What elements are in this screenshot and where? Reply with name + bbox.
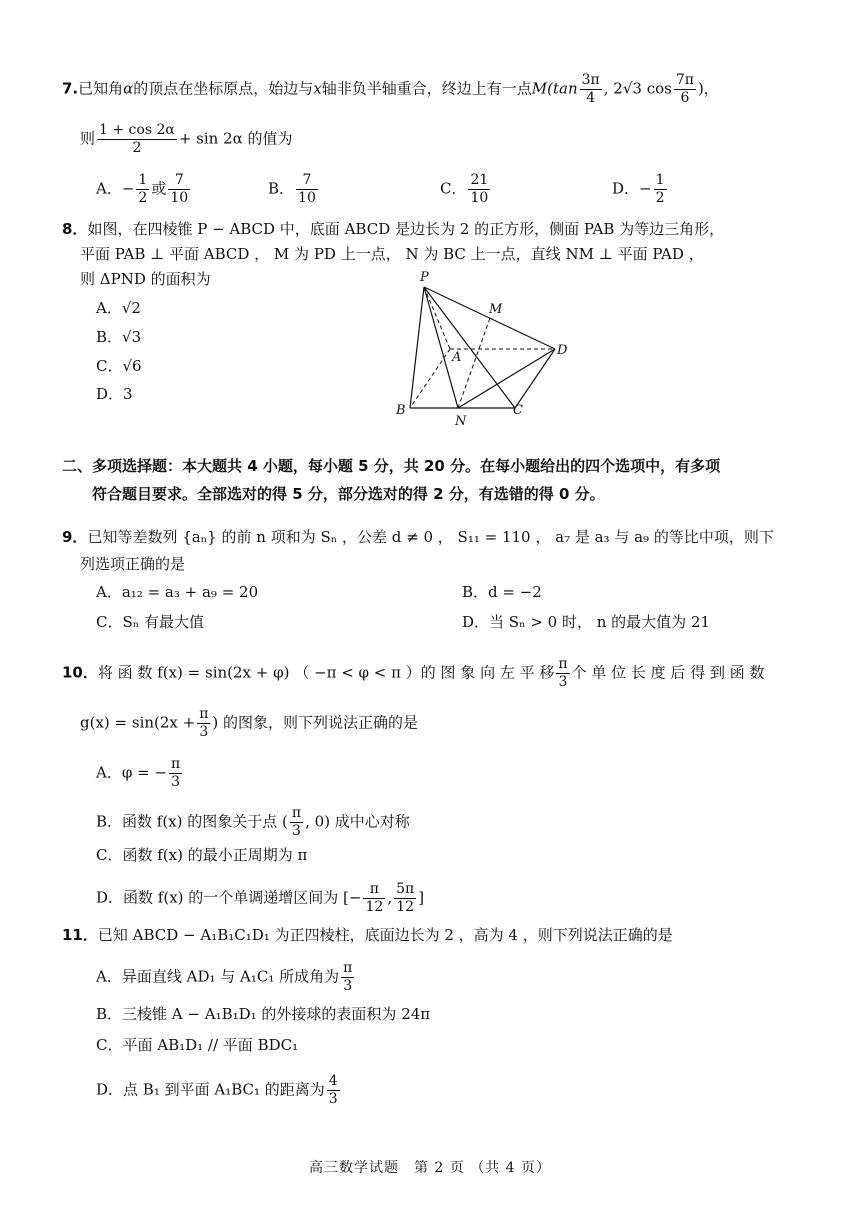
q10-shift-num: π [558,656,568,672]
q7-then: 则 [80,129,96,148]
q11-option-c[interactable] [96,1034,298,1056]
q9-option-b[interactable] [462,581,542,603]
q10-option-a-label: A． [96,763,122,782]
q7-option-a-num: 1 [138,172,148,188]
q10-line2-tail: ) 的图象，则下列说法正确的是 [212,713,419,732]
q9-option-c[interactable] [96,611,204,633]
label-b: B [396,403,406,418]
q7-frac-1 [580,72,602,107]
q10-option-d-den2: 12 [396,899,415,915]
q10-option-d-label: D． [96,888,124,907]
page-footer: 高三数学试题 第 2 页 （共 4 页） [308,1160,552,1176]
q7-option-a[interactable] [96,172,192,207]
q10-line1-text: 将 函 数 f(x) = sin(2x + φ) （ −π < φ < π ）的 图 象 向 左 平 移 [97,663,555,682]
q10-number: 10． [62,663,98,682]
q8-option-a[interactable] [96,297,141,319]
label-a: A [452,350,462,365]
label-n: N [455,414,467,429]
q11-option-d-frac [327,1073,340,1108]
q9-option-a-label: A． [96,583,122,601]
q7-option-d-num: 1 [655,172,665,188]
q11-option-c-text: 平面 AB₁D₁ // 平面 BDC₁ [122,1036,299,1054]
q7-option-a-frac [136,172,149,207]
q9-option-d-label: D． [462,613,490,631]
q10-option-d-frac1 [363,881,385,916]
q7-point: M(tan [531,79,578,98]
q10-option-c-label: C． [96,846,123,864]
edge-pa-hidden [424,287,450,349]
q10-option-b-den: 3 [292,823,301,839]
q7-option-b-num: 7 [296,172,318,190]
label-c: C [513,403,523,418]
q10-option-d-den1: 12 [365,899,384,915]
q7-x: x [313,79,322,98]
q11-option-a-den: 3 [343,978,353,994]
q8-line3: 则 ΔPND 的面积为 [80,270,211,288]
q7-option-d-frac [654,172,667,207]
q8-line2: 平面 PAB ⊥ 平面 ABCD ， M 为 PD 上一点， N 为 BC 上一点，直线 NM ⊥ 平面 PAD ， [80,245,704,263]
q7-option-c[interactable] [440,172,492,207]
q9-option-c-label: C． [96,613,123,631]
q10-option-b[interactable] [96,805,410,840]
q7-option-b[interactable] [268,172,320,207]
label-p: P [420,270,429,285]
q7-option-c-label: C． [440,179,467,198]
q7-option-d-den: 2 [655,190,665,206]
q7-option-d-sign: − [639,179,652,198]
q7-end: )， [697,79,719,98]
q9-option-d-text: 当 Sₙ > 0 时， n 的最大值为 21 [489,613,711,631]
q10-option-a-den: 3 [171,774,181,790]
q8-number: 8． [62,220,88,238]
q9-option-c-text: Sₙ 有最大值 [122,613,205,631]
q10-shift-frac [556,656,569,691]
q11-option-a-head: 异面直线 AD₁ 与 A₁C₁ 所成角为 [121,967,340,986]
label-d: D [557,343,568,358]
q7-option-a-label: A． [96,179,122,198]
q11-option-a-label: A． [96,967,122,986]
q8-option-c[interactable] [96,355,142,377]
q7-number: 7. [62,79,79,98]
q8-option-d[interactable] [96,383,133,405]
section2-heading-text: 二、多项选择题：本大题共 4 小题，每小题 5 分，共 20 分。在每小题给出的四个选项中，有多项 [62,457,721,475]
label-m: M [489,302,503,317]
q10-g-den: 3 [199,724,209,740]
q7-text-1: 已知角 [78,79,124,98]
q7-expr-num: 1 + cos 2α [99,122,175,138]
q8-line1-text: 如图，在四棱锥 P − ABCD 中，底面 ABCD 是边长为 2 的正方形，侧面 PAB 为等边三角形， [87,220,725,238]
section2-heading [62,452,822,508]
q7-frac-2-num: 7π [675,72,694,88]
q7-text-2: 的顶点在坐标原点，始边与 [133,79,314,98]
pyramid-figure [388,262,578,432]
q10-option-b-num: π [291,805,302,821]
q10-option-b-label: B． [96,812,123,831]
q10-option-d-sep: , [387,888,393,907]
q10-option-d-num2: 5π [396,881,415,897]
q10-option-c[interactable] [96,844,307,866]
q7-mid: , 2√3 cos [603,79,672,98]
q8-line1 [62,218,724,240]
q7-option-a-den2: 10 [170,190,189,206]
q8-option-c-value: √6 [122,357,142,375]
q11-option-a[interactable] [96,960,356,995]
q7-option-b-den: 10 [298,190,316,206]
q7-frac-2 [674,72,696,107]
q7-option-b-frac [296,172,318,207]
q10-shift-den: 3 [558,674,568,690]
q7-alpha: α [123,79,134,98]
q9-number: 9． [62,528,88,546]
q11-number: 11． [62,926,98,944]
q7-option-a-num2: 7 [168,172,190,190]
q11-option-d-head: 点 B₁ 到平面 A₁BC₁ 的距离为 [123,1080,325,1099]
q10-line1-tail: 个 单 位 长 度 后 得 到 函 数 [571,663,765,682]
q7-expr-den: 2 [132,140,142,156]
q10-option-d-tail: ] [418,888,425,907]
q11-option-b-label: B． [96,1005,123,1023]
q8-option-b[interactable] [96,326,141,348]
q11-option-c-label: C． [96,1036,123,1054]
q9-line1 [62,526,774,548]
q9-option-b-text: d = −2 [488,583,542,601]
q11-option-b-text: 三棱锥 A − A₁B₁D₁ 的外接球的表面积为 24π [122,1005,431,1023]
q11-option-d-den: 3 [328,1091,338,1107]
q7-option-c-den: 10 [470,190,489,206]
q11-option-b[interactable] [96,1003,430,1025]
q10-line2 [80,706,418,741]
q11-option-d-label: D． [96,1080,124,1099]
segment-nm-hidden [458,318,490,408]
q7-frac-1-num: 3π [581,72,600,88]
q10-line2-head: g(x) = sin(2x + [80,713,196,732]
q9-option-a-text: a₁₂ = a₃ + a₉ = 20 [121,583,259,601]
q7-frac-1-den: 4 [586,90,596,106]
q7-option-b-label: B． [268,179,295,198]
q7-expr-frac [97,122,177,157]
q10-option-a-num: π [171,756,181,772]
q10-option-d-head: 函数 f(x) 的一个单调递增区间为 [− [123,888,362,907]
q10-option-b-tail: , 0) 成中心对称 [305,812,410,831]
q10-line1 [62,656,765,691]
q10-option-a-head: φ = − [121,763,168,782]
q7-option-c-num: 21 [470,172,489,188]
q11-option-d-num: 4 [328,1073,338,1089]
q9-option-d[interactable] [462,611,710,633]
q7-option-a-sign: − [121,179,135,198]
q8-option-d-label: D． [96,385,124,403]
q8-option-c-label: C． [96,357,123,375]
q10-option-c-text: 函数 f(x) 的最小正周期为 π [122,846,308,864]
q7-stem-line1 [62,72,719,107]
q11-option-a-frac [341,960,354,995]
q10-option-d-num1: π [363,881,385,899]
q10-g-num: π [199,706,209,722]
q11-line1 [62,924,673,946]
edge-cd [515,349,555,408]
q8-option-a-value: √2 [121,299,141,317]
q7-option-a-den: 2 [138,190,148,206]
q9-option-a[interactable] [96,581,258,603]
q11-option-d[interactable] [96,1073,342,1108]
q11-line1-text: 已知 ABCD − A₁B₁C₁D₁ 为正四棱柱，底面边长为 2 ，高为 4 ，则下列说法正确的是 [97,926,673,944]
edge-nd [458,349,555,408]
q10-option-b-frac [290,805,303,840]
q7-text-3: 轴非负半轴重合，终边上有一点 [321,79,532,98]
q7-expr-tail: + sin 2α 的值为 [178,129,293,148]
q7-option-d-label: D． [612,179,640,198]
q10-option-d-frac2 [394,881,416,916]
q7-stem-line2 [80,122,293,157]
q9-line2: 列选项正确的是 [80,555,186,573]
q10-g-frac [197,706,210,741]
edge-pn [424,287,458,408]
q10-option-a-frac [169,756,182,791]
edge-pd [424,287,555,349]
q9-line1-text: 已知等差数列 {aₙ} 的前 n 项和为 Sₙ ，公差 d ≠ 0 ， S₁₁ = 110 ， a₇ 是 a₃ 与 a₉ 的等比中项，则下 [87,528,774,546]
q11-option-a-num: π [343,960,353,976]
q10-option-a[interactable] [96,756,184,791]
q7-option-a-or: 或 [151,179,167,198]
q7-option-c-frac [468,172,490,207]
q9-option-b-label: B． [462,583,489,601]
q10-option-d[interactable] [96,881,424,916]
q8-option-b-label: B． [96,328,123,346]
q7-frac-2-den: 6 [680,90,690,106]
q7-option-d[interactable] [612,172,669,207]
q8-option-d-value: 3 [123,385,133,403]
q10-option-b-head: 函数 f(x) 的图象关于点 ( [122,812,288,831]
q7-option-a-frac2 [168,172,190,207]
q8-option-b-value: √3 [122,328,142,346]
q8-option-a-label: A． [96,299,122,317]
section2-heading-tail: 符合题目要求。全部选对的得 5 分，部分选对的得 2 分，有选错的得 0 分。 [92,485,605,503]
